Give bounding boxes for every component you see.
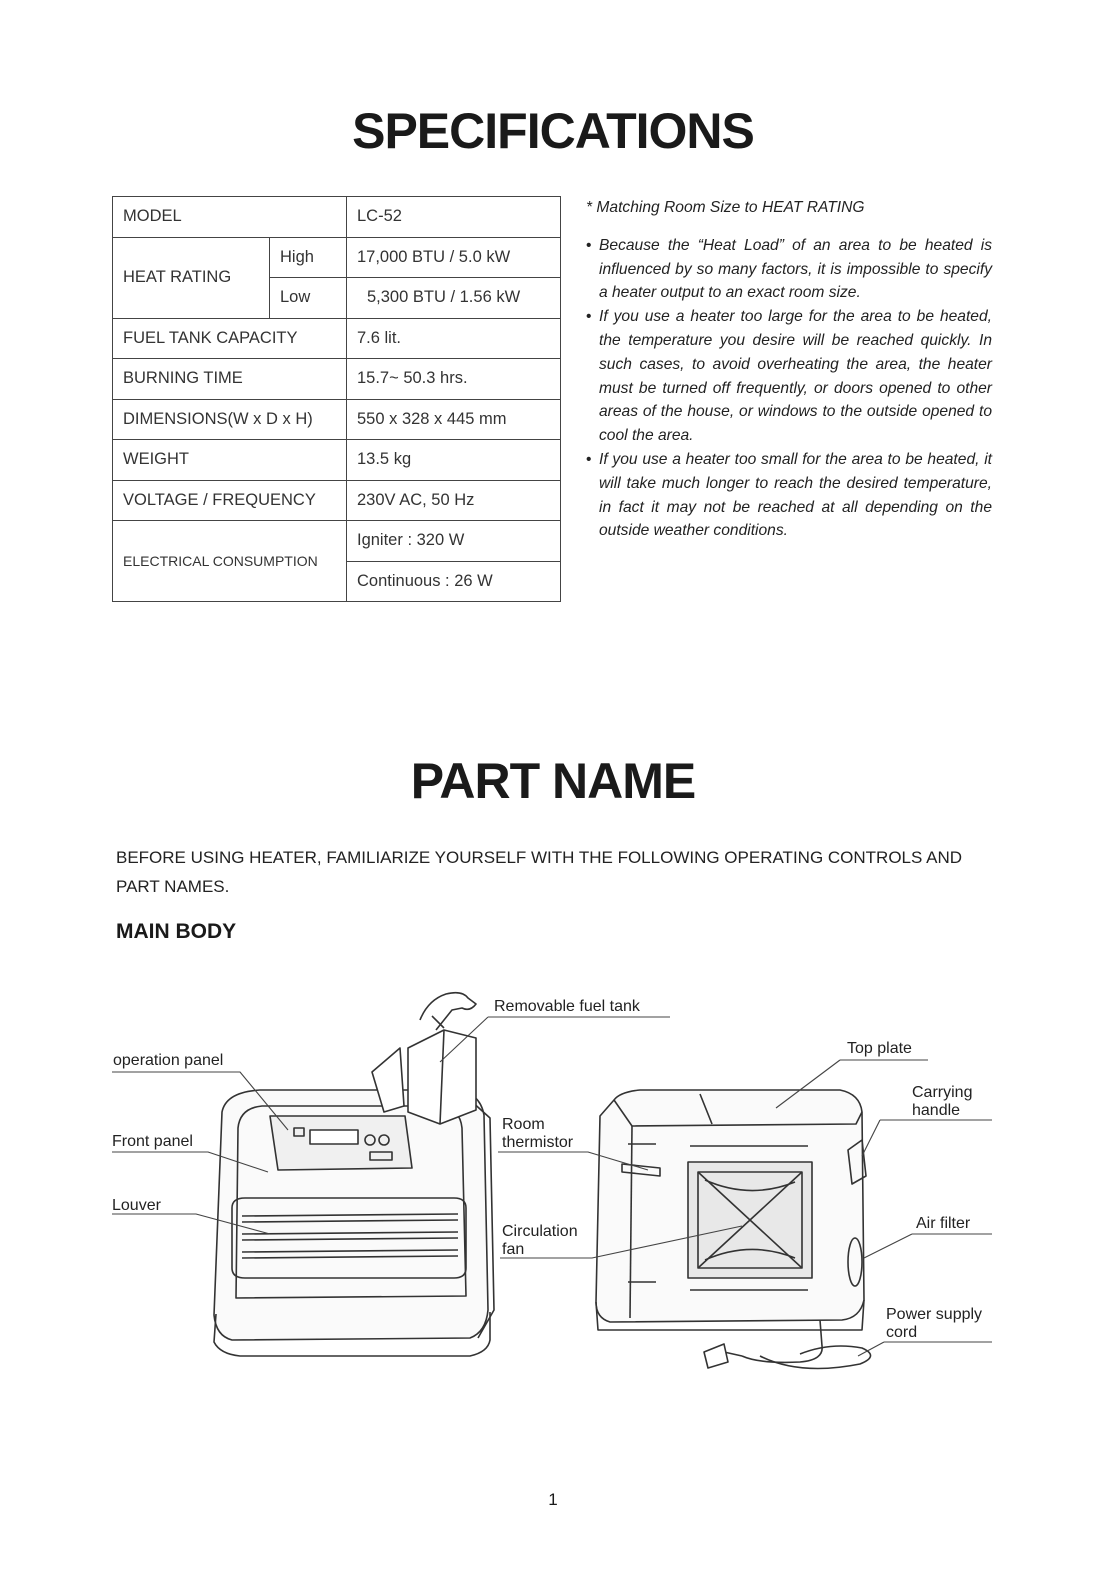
list-item bbox=[586, 448, 992, 543]
heat-rating-notes bbox=[586, 196, 992, 543]
label-line: Circulation bbox=[502, 1223, 578, 1240]
label-line: cord bbox=[886, 1324, 918, 1341]
part-name-intro: BEFORE USING HEATER, FAMILIARIZE YOURSELF WITH THE FOLLOWING OPERATING CONTROLS AND PART NAMES. bbox=[116, 848, 963, 896]
label-line: Room bbox=[502, 1116, 545, 1133]
table-row bbox=[113, 237, 561, 278]
list-item bbox=[586, 305, 992, 448]
fuel-tank-label: FUEL TANK CAPACITY bbox=[113, 318, 347, 359]
part-name-title: PART NAME bbox=[410, 753, 696, 809]
label-power-supply-cord bbox=[886, 1306, 982, 1342]
table-row bbox=[113, 480, 561, 521]
bullet-icon: • bbox=[586, 236, 592, 254]
heat-high-value: 17,000 BTU / 5.0 kW bbox=[347, 237, 561, 278]
note-text: If you use a heater too large for the area to be heated, the temperature you desire will be reached quickly. In such cases, to avoid overheating the area, the heater must be turned off frequently, or doors opened to other areas of the house, or windows to the outside opened to cool the area. bbox=[599, 308, 992, 445]
list-item bbox=[586, 234, 992, 305]
specifications-title: SPECIFICATIONS bbox=[352, 103, 754, 159]
bullet-icon: • bbox=[586, 308, 592, 326]
label-front-panel: Front panel bbox=[112, 1133, 193, 1150]
table-row bbox=[113, 521, 561, 562]
front-heater-illustration bbox=[214, 993, 494, 1356]
dimensions-value: 550 x 328 x 445 mm bbox=[347, 399, 561, 440]
table-row bbox=[113, 399, 561, 440]
label-removable-fuel-tank: Removable fuel tank bbox=[494, 998, 640, 1015]
fuel-tank-value: 7.6 lit. bbox=[347, 318, 561, 359]
label-line: handle bbox=[912, 1102, 961, 1119]
weight-value: 13.5 kg bbox=[347, 440, 561, 481]
main-body-heading: MAIN BODY bbox=[116, 920, 237, 943]
label-carrying-handle bbox=[912, 1084, 972, 1120]
burning-time-label: BURNING TIME bbox=[113, 359, 347, 400]
table-row bbox=[113, 359, 561, 400]
heat-low-value: 5,300 BTU / 1.56 kW bbox=[347, 278, 561, 319]
page-number: 1 bbox=[548, 1490, 558, 1509]
label-louver: Louver bbox=[112, 1197, 161, 1214]
continuous-value: Continuous : 26 W bbox=[347, 561, 561, 602]
note-text: If you use a heater too small for the area to be heated, it will take much longer to reach the desired temperature, in fact it may not be reached at all depending on the outside weather conditions. bbox=[599, 450, 992, 540]
label-line: fan bbox=[502, 1241, 525, 1258]
note-text: Because the “Heat Load” of an area to be heated is influenced by so many factors, it is impossible to specify a heater output to an exact room size. bbox=[599, 236, 992, 302]
specifications-table bbox=[112, 196, 561, 602]
table-row bbox=[113, 318, 561, 359]
label-line: thermistor bbox=[502, 1134, 574, 1151]
table-row bbox=[113, 197, 561, 238]
dimensions-label: DIMENSIONS(W x D x H) bbox=[113, 399, 347, 440]
label-line: Power supply bbox=[886, 1306, 983, 1323]
model-value: LC-52 bbox=[347, 197, 561, 238]
electrical-label: ELECTRICAL CONSUMPTION bbox=[113, 521, 347, 602]
label-line: Carrying bbox=[912, 1084, 973, 1101]
notes-heading: * Matching Room Size to HEAT RATING bbox=[586, 199, 865, 216]
label-circulation-fan bbox=[502, 1223, 578, 1259]
voltage-label: VOLTAGE / FREQUENCY bbox=[113, 480, 347, 521]
weight-label: WEIGHT bbox=[113, 440, 347, 481]
heat-rating-label: HEAT RATING bbox=[113, 237, 270, 318]
label-operation-panel: operation panel bbox=[113, 1052, 224, 1069]
label-top-plate: Top plate bbox=[847, 1040, 912, 1057]
igniter-value: Igniter : 320 W bbox=[347, 521, 561, 562]
model-label: MODEL bbox=[113, 197, 347, 238]
back-heater-illustration bbox=[596, 1090, 871, 1369]
heat-low-label: Low bbox=[270, 278, 347, 319]
table-row bbox=[113, 440, 561, 481]
burning-time-value: 15.7~ 50.3 hrs. bbox=[347, 359, 561, 400]
heat-high-label: High bbox=[270, 237, 347, 278]
voltage-value: 230V AC, 50 Hz bbox=[347, 480, 561, 521]
label-air-filter: Air filter bbox=[916, 1215, 971, 1232]
bullet-icon: • bbox=[586, 450, 592, 468]
label-room-thermistor bbox=[502, 1116, 573, 1152]
